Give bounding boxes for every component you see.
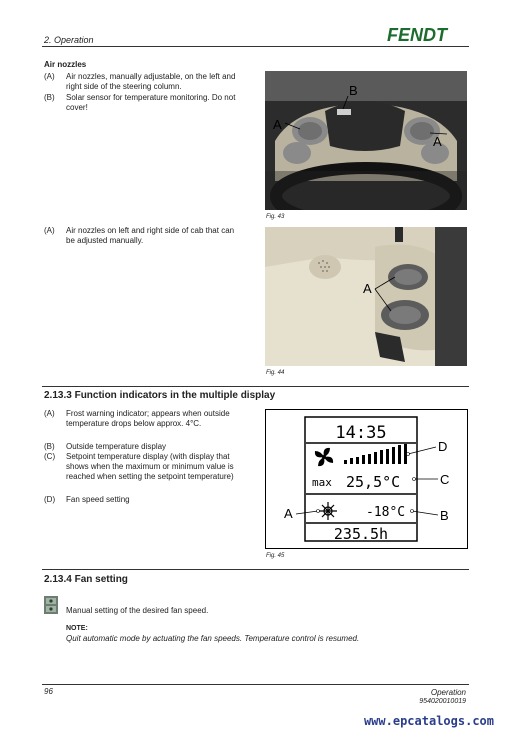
fig43-label-b: B xyxy=(349,83,358,98)
section-rule-2134 xyxy=(42,569,469,570)
air-nozzles-title: Air nozzles xyxy=(44,60,87,69)
section-rule-2133 xyxy=(42,386,469,387)
fig43-illustration xyxy=(265,71,467,210)
fan-speed-bars xyxy=(344,444,407,464)
fan-setting-text: Manual setting of the desired fan speed. xyxy=(66,606,209,615)
fig43-label-a-left: A xyxy=(273,117,282,132)
display-time: 14:35 xyxy=(335,423,387,443)
footer-doc-number: 954020010019 xyxy=(419,698,466,705)
page-number: 96 xyxy=(44,687,53,696)
item-key: (A) xyxy=(44,409,55,418)
item-text: Solar sensor for temperature monitoring. Do not cover! xyxy=(66,93,236,112)
display-label-d: D xyxy=(438,439,448,454)
item-text: Outside temperature display xyxy=(66,442,167,451)
item-text: Air nozzles on left and right side of cab that can be adjusted manually. xyxy=(66,226,235,245)
fig44-photo xyxy=(265,227,467,366)
multiple-display xyxy=(266,410,467,548)
footer-title: Operation xyxy=(430,688,466,697)
display-label-b: B xyxy=(440,508,449,523)
fig44-caption: Fig. 44 xyxy=(266,370,285,376)
fig44-illustration xyxy=(265,227,467,366)
note-text: Quit automatic mode by actuating the fan speeds. Temperature control is resumed. xyxy=(66,634,360,643)
item-d-fan xyxy=(44,495,244,505)
section-header: 2. Operation xyxy=(44,35,94,45)
footer-rule xyxy=(42,684,469,685)
fendt-logo xyxy=(370,26,464,44)
item-key: (B) xyxy=(44,93,55,102)
fig43-label-a-right: A xyxy=(433,134,442,149)
fig45-caption: Fig. 45 xyxy=(266,553,285,559)
fig43-caption: Fig. 43 xyxy=(266,214,285,220)
item-key: (A) xyxy=(44,226,55,235)
display-label-c: C xyxy=(440,472,450,487)
fig44-label-a: A xyxy=(363,281,372,296)
fan-setting-title: 2.13.4 Fan setting xyxy=(44,574,128,585)
item-key: (A) xyxy=(44,72,55,81)
header-rule xyxy=(42,46,469,47)
display-label-a: A xyxy=(284,506,293,521)
fan-switch-icon xyxy=(44,596,58,614)
item-a-nozzles xyxy=(44,72,244,92)
item-b-outside-temp xyxy=(44,442,244,452)
item-text: Fan speed setting xyxy=(66,495,130,504)
fan-icon xyxy=(315,448,333,466)
item-text: Frost warning indicator; appears when outside temperature drops below approx. 4°C. xyxy=(66,409,230,428)
item-key: (B) xyxy=(44,442,55,451)
function-indicators-title: 2.13.3 Function indicators in the multiple display xyxy=(44,390,276,401)
item-b-sensor xyxy=(44,93,244,113)
display-outside-temp: -18°C xyxy=(366,505,406,520)
note-label: NOTE: xyxy=(66,625,88,632)
watermark-link[interactable]: www.epcatalogs.com xyxy=(363,714,494,728)
fig43-photo xyxy=(265,71,467,210)
item-key: (D) xyxy=(44,495,56,504)
item-a-frost xyxy=(44,409,244,429)
item-text: Air nozzles, manually adjustable, on the left and right side of the steering column. xyxy=(66,72,236,91)
display-setpoint: 25,5°C xyxy=(346,473,401,491)
frost-warning-icon xyxy=(319,502,337,520)
item-a-cab-nozzles xyxy=(44,226,244,246)
item-text: Setpoint temperature display (with display that shows when the maximum or minimum value is reached when setting the setpoint temperature) xyxy=(66,452,234,481)
display-max-label: max xyxy=(312,476,332,489)
fig45-display-frame xyxy=(265,409,468,549)
item-key: (C) xyxy=(44,452,56,461)
item-c-setpoint xyxy=(44,452,244,482)
brand-text: FENDT xyxy=(387,26,447,44)
display-hours: 235.5h xyxy=(333,525,389,543)
